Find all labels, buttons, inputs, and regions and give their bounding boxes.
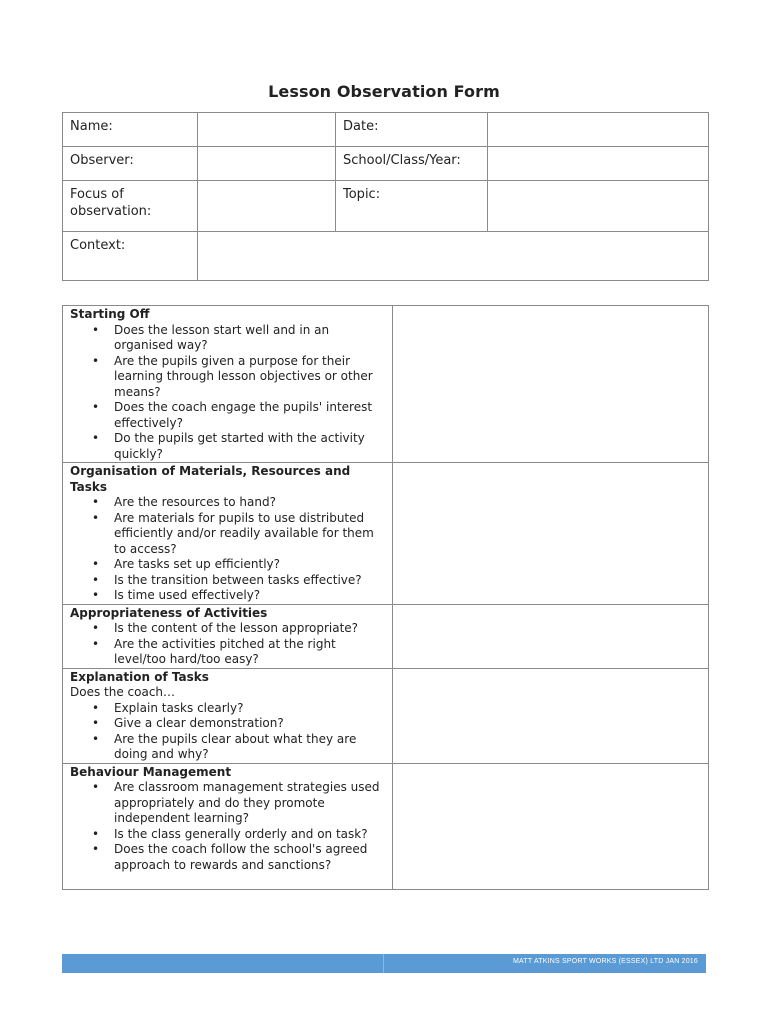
criteria-item: • Explain tasks clearly? bbox=[114, 701, 386, 717]
section-row bbox=[63, 604, 709, 668]
footer-text: MATT ATKINS SPORT WORKS (ESSEX) LTD JAN 2016 bbox=[512, 958, 698, 965]
criteria-item: • Is the class generally orderly and on task? bbox=[114, 827, 386, 843]
section-row bbox=[63, 463, 709, 605]
criteria-item: • Do the pupils get started with the activity quickly? bbox=[114, 431, 386, 462]
form-title: Lesson Observation Form bbox=[268, 82, 500, 101]
date-field[interactable] bbox=[488, 113, 709, 147]
criteria-list bbox=[70, 701, 386, 763]
criteria-item: • Are tasks set up efficiently? bbox=[114, 557, 386, 573]
criteria-item: • Give a clear demonstration? bbox=[114, 716, 386, 732]
focus-label: Focus of observation: bbox=[63, 181, 198, 232]
observation-notes-field[interactable] bbox=[393, 763, 709, 889]
criteria-item: • Are classroom management strategies used appropriately and do they promote independent learning? bbox=[114, 780, 386, 827]
criteria-item: • Is time used effectively? bbox=[114, 588, 386, 604]
section-title: Appropriateness of Activities bbox=[70, 605, 268, 620]
criteria-table bbox=[62, 305, 709, 890]
section-criteria bbox=[63, 668, 393, 763]
section-criteria bbox=[63, 306, 393, 463]
date-label: Date: bbox=[336, 113, 488, 147]
context-label: Context: bbox=[63, 232, 198, 281]
criteria-item: • Are materials for pupils to use distributed efficiently and/or readily available for them to access? bbox=[114, 511, 386, 558]
school-class-year-label: School/Class/Year: bbox=[336, 147, 488, 181]
section-title: Starting Off bbox=[70, 307, 150, 321]
details-table bbox=[62, 112, 709, 281]
criteria-item: • Does the lesson start well and in an organised way? bbox=[114, 323, 386, 354]
observer-label: Observer: bbox=[63, 147, 198, 181]
section-criteria bbox=[63, 463, 393, 605]
criteria-list bbox=[70, 621, 386, 668]
section-criteria bbox=[63, 763, 393, 889]
footer-divider bbox=[383, 954, 384, 973]
context-field[interactable] bbox=[198, 232, 709, 281]
section-intro: Does the coach… bbox=[70, 685, 176, 699]
observation-notes-field[interactable] bbox=[393, 306, 709, 463]
observation-notes-field[interactable] bbox=[393, 463, 709, 605]
name-label: Name: bbox=[63, 113, 198, 147]
observer-field[interactable] bbox=[198, 147, 336, 181]
observation-notes-field[interactable] bbox=[393, 604, 709, 668]
observation-notes-field[interactable] bbox=[393, 668, 709, 763]
section-row bbox=[63, 668, 709, 763]
criteria-item: • Is the content of the lesson appropriate? bbox=[114, 621, 386, 637]
topic-field[interactable] bbox=[488, 181, 709, 232]
criteria-list bbox=[70, 780, 386, 873]
criteria-list bbox=[70, 323, 386, 463]
criteria-item: • Are the resources to hand? bbox=[114, 495, 386, 511]
criteria-item: • Does the coach engage the pupils' interest effectively? bbox=[114, 400, 386, 431]
topic-label: Topic: bbox=[336, 181, 488, 232]
section-title: Explanation of Tasks bbox=[70, 669, 209, 684]
criteria-item: • Are the pupils given a purpose for their learning through lesson objectives or other means? bbox=[114, 354, 386, 401]
section-title: Behaviour Management bbox=[70, 764, 232, 779]
section-row bbox=[63, 763, 709, 889]
focus-field[interactable] bbox=[198, 181, 336, 232]
section-title: Organisation of Materials, Resources and Tasks bbox=[70, 464, 351, 494]
criteria-item: • Are the pupils clear about what they are doing and why? bbox=[114, 732, 386, 763]
section-criteria bbox=[63, 604, 393, 668]
criteria-list bbox=[70, 495, 386, 604]
school-class-year-field[interactable] bbox=[488, 147, 709, 181]
section-row bbox=[63, 306, 709, 463]
criteria-item: • Does the coach follow the school's agreed approach to rewards and sanctions? bbox=[114, 842, 386, 873]
criteria-item: • Are the activities pitched at the right level/too hard/too easy? bbox=[114, 637, 386, 668]
name-field[interactable] bbox=[198, 113, 336, 147]
criteria-item: • Is the transition between tasks effective? bbox=[114, 573, 386, 589]
footer-bar bbox=[62, 954, 706, 973]
